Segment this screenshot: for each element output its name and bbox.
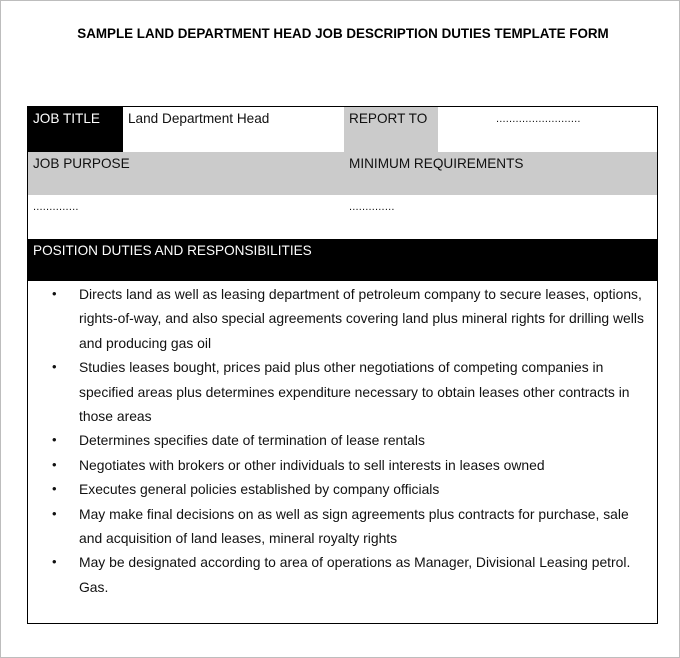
job-title-label: JOB TITLE [28,107,123,152]
duty-text: Studies leases bought, prices paid plus other negotiations of competing companies in specified areas plus determines expenditure necessary to obtain leases other contracts in those areas [79,359,630,425]
duty-text: Determines specifies date of termination of lease rentals [79,432,425,449]
duty-item [28,502,657,551]
duty-item [28,428,657,452]
duty-text: Negotiates with brokers or other individuals to sell interests in leases owned [79,456,545,473]
report-to-value[interactable]: .......................... [438,107,657,152]
bullet-icon: • [52,286,57,301]
duty-text: May make final decisions on as well as sign agreements plus contracts for purchase, sale and acquisition of land leases, mineral royalty rights [79,505,629,547]
duties-list [28,282,657,599]
report-to-label: REPORT TO [344,107,438,152]
bullet-icon: • [52,359,57,375]
job-title-value[interactable]: Land Department Head [123,107,344,152]
duty-item [28,453,657,477]
duty-item [28,550,657,599]
job-description-table [27,106,658,624]
bullet-icon: • [52,456,57,472]
job-purpose-label: JOB PURPOSE [28,152,344,195]
duty-item [28,477,657,501]
bullet-icon: • [52,432,57,448]
minimum-requirements-label: MINIMUM REQUIREMENTS [344,152,657,195]
document-title: SAMPLE LAND DEPARTMENT HEAD JOB DESCRIPTION DUTIES TEMPLATE FORM [77,26,609,41]
bullet-icon: • [52,481,57,497]
job-purpose-value[interactable]: .............. [28,195,344,239]
duties-header: POSITION DUTIES AND RESPONSIBILITIES [28,239,657,281]
duty-text: Directs land as well as leasing department of petroleum company to secure leases, options, rights-of-way, and also special agreements covering land plus mineral rights for drilling wells and producing gas oil [79,286,644,351]
duty-text: May be designated according to area of operations as Manager, Divisional Leasing petrol. Gas. [79,554,631,595]
duty-item [28,355,657,428]
minimum-requirements-value[interactable]: .............. [344,195,657,239]
duty-text: Executes general policies established by company officials [79,481,440,498]
bullet-icon: • [52,505,57,521]
bullet-icon: • [52,554,57,570]
duty-item [28,282,657,355]
